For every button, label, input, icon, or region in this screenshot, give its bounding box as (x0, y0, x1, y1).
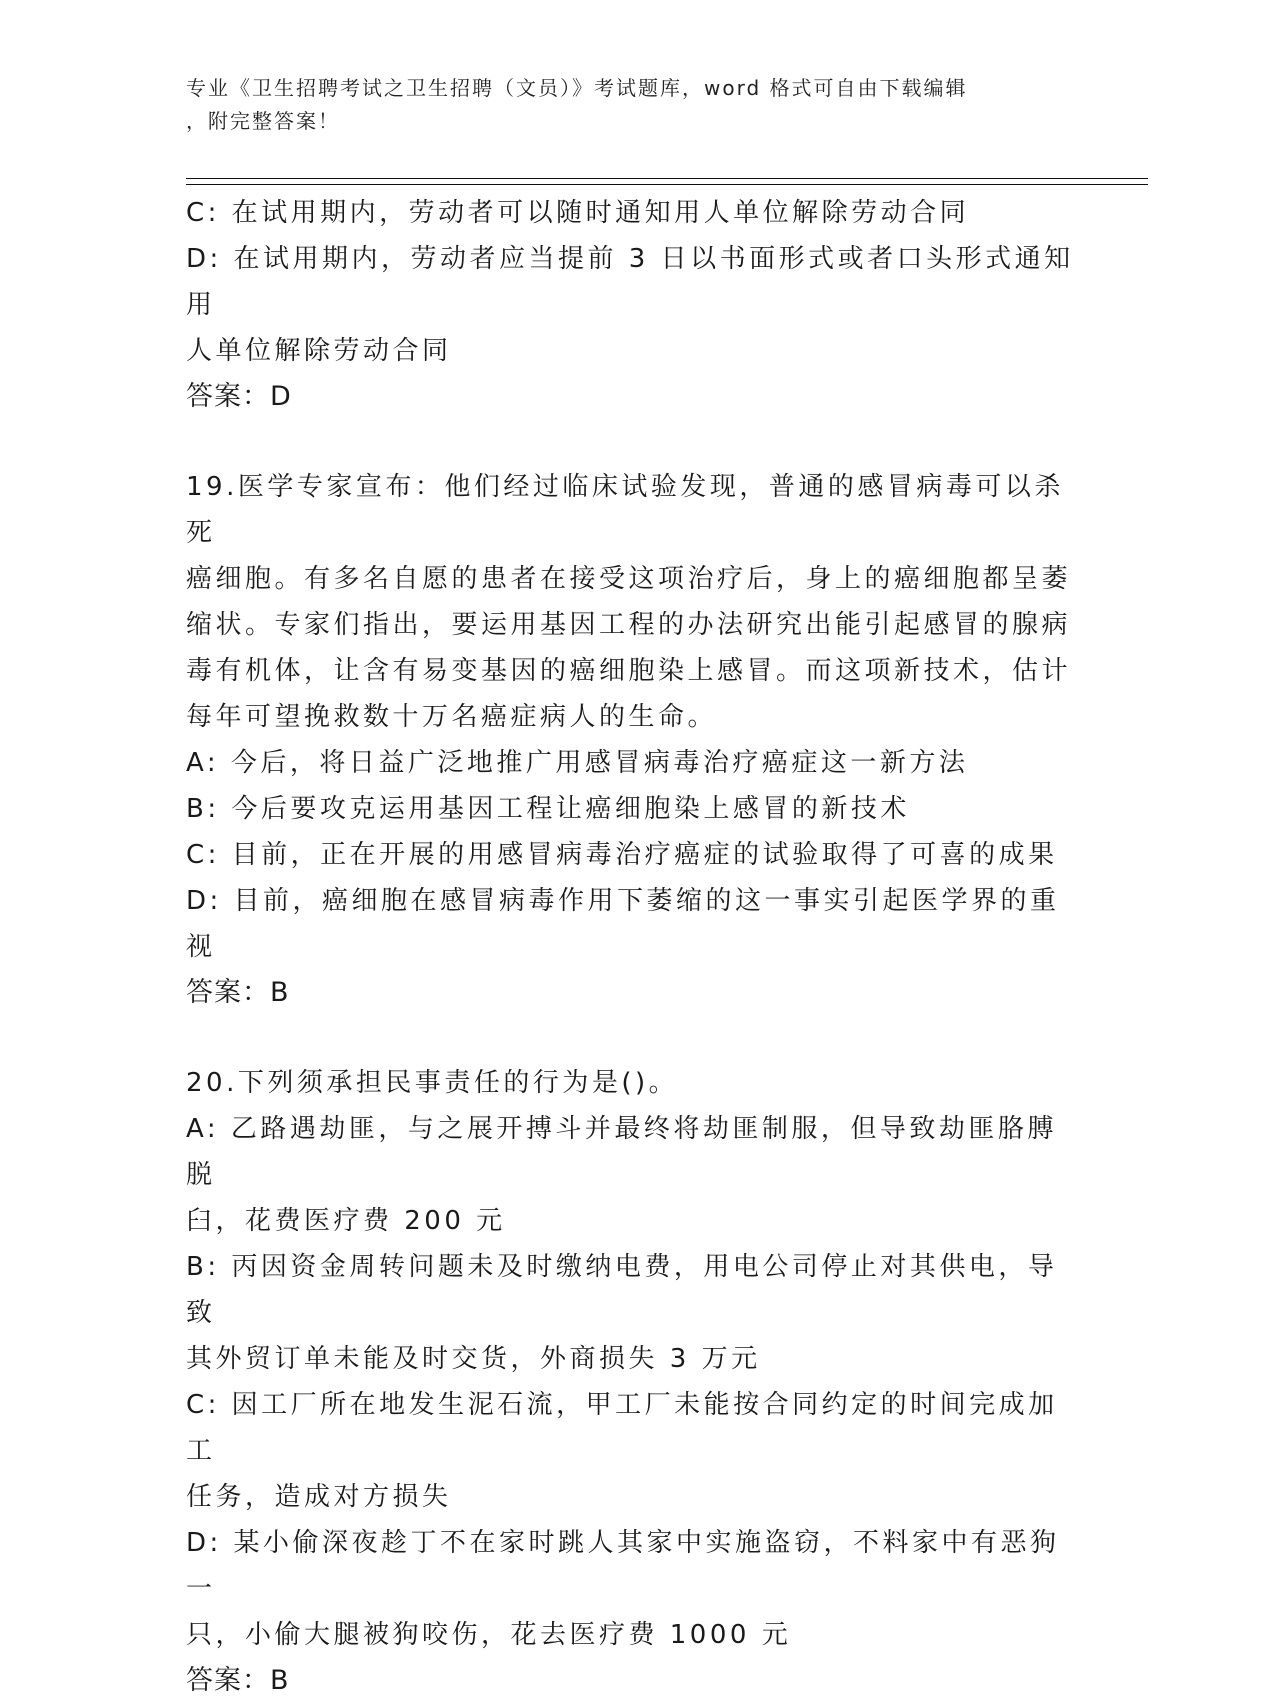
spacer (186, 420, 1076, 464)
q18-option-d-line-2: 人单位解除劳动合同 (186, 336, 452, 366)
header-line-1: 专业《卫生招聘考试之卫生招聘（文员）》考试题库，word 格式可自由下载编辑 (186, 76, 968, 100)
q19-stem-line-4: 毒有机体，让含有易变基因的癌细胞染上感冒。而这项新技术，估计 (186, 656, 1072, 686)
header-divider-top (186, 178, 1148, 179)
q20-option-d-line-1: D: 某小偷深夜趁丁不在家时跳人其家中实施盗窃，不料家中有恶狗一 (186, 1528, 1060, 1604)
question-19 (186, 464, 1076, 1016)
q19-option-d: D: 目前，癌细胞在感冒病毒作用下萎缩的这一事实引起医学界的重视 (186, 886, 1060, 962)
q20-answer: 答案：B (186, 1665, 290, 1696)
q19-stem-line-3: 缩状。专家们指出，要运用基因工程的办法研究出能引起感冒的腺病 (186, 610, 1072, 640)
q20-option-d-line-2: 只，小偷大腿被狗咬伤，花去医疗费 1000 元 (186, 1620, 792, 1650)
q20-option-b-line-2: 其外贸订单未能及时交货，外商损失 3 万元 (186, 1344, 761, 1374)
q18-option-d-line-1: D: 在试用期内，劳动者应当提前 3 日以书面形式或者口头形式通知用 (186, 244, 1074, 320)
spacer (186, 1016, 1076, 1060)
q19-option-c: C: 目前，正在开展的用感冒病毒治疗癌症的试验取得了可喜的成果 (186, 840, 1058, 870)
question-18 (186, 190, 1076, 420)
q19-answer: 答案：B (186, 977, 290, 1008)
q20-option-a-line-1: A: 乙路遇劫匪，与之展开搏斗并最终将劫匪制服，但导致劫匪胳膊脱 (186, 1114, 1057, 1190)
document-body (186, 190, 1076, 1704)
header-divider-bottom (186, 184, 1148, 185)
q20-stem: 20.下列须承担民事责任的行为是()。 (186, 1068, 679, 1098)
q20-option-c-line-1: C: 因工厂所在地发生泥石流，甲工厂未能按合同约定的时间完成加工 (186, 1390, 1058, 1466)
document-header (186, 72, 1086, 138)
q18-option-c: C: 在试用期内，劳动者可以随时通知用人单位解除劳动合同 (186, 198, 970, 228)
q18-answer: 答案：D (186, 381, 292, 412)
q19-stem-line-2: 癌细胞。有多名自愿的患者在接受这项治疗后，身上的癌细胞都呈萎 (186, 564, 1072, 594)
header-line-2: ，附完整答案！ (186, 109, 340, 133)
q19-option-b: B: 今后要攻克运用基因工程让癌细胞染上感冒的新技术 (186, 794, 910, 824)
q19-stem-line-5: 每年可望挽救数十万名癌症病人的生命。 (186, 702, 718, 732)
q19-stem-line-1: 19.医学专家宣布：他们经过临床试验发现，普通的感冒病毒可以杀死 (186, 472, 1064, 548)
q20-option-a-line-2: 臼，花费医疗费 200 元 (186, 1206, 506, 1236)
q20-option-b-line-1: B: 丙因资金周转问题未及时缴纳电费，用电公司停止对其供电，导致 (186, 1252, 1058, 1328)
q19-option-a: A: 今后，将日益广泛地推广用感冒病毒治疗癌症这一新方法 (186, 748, 969, 778)
q20-option-c-line-2: 任务，造成对方损失 (186, 1482, 452, 1512)
question-20 (186, 1060, 1076, 1704)
